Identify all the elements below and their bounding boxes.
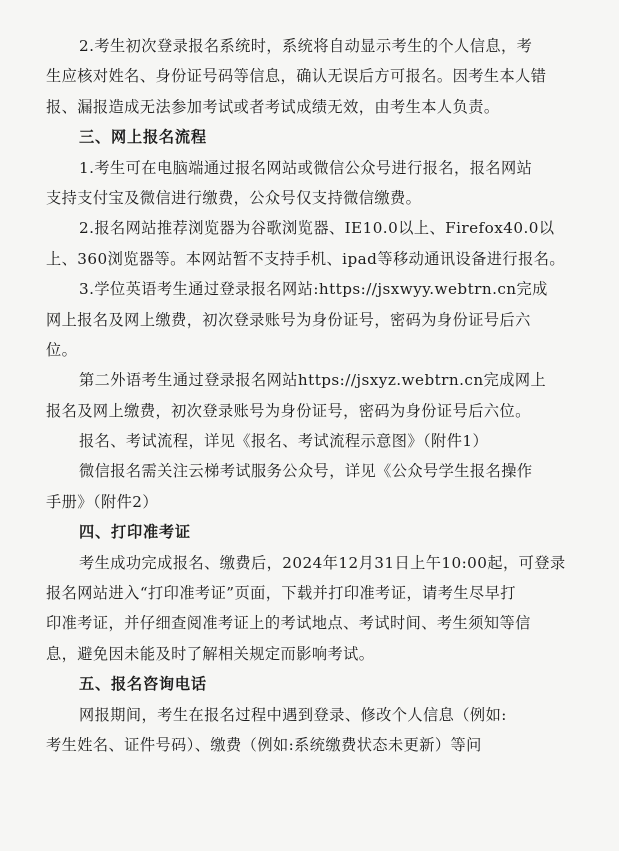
paragraph-line: 2.考生初次登录报名系统时，系统将自动显示考生的个人信息，考 <box>79 37 533 55</box>
section-heading: 五、报名咨询电话 <box>79 675 207 694</box>
section-heading: 四、打印准考证 <box>79 523 191 542</box>
paragraph-line: 位。 <box>46 340 78 359</box>
paragraph-line: 网上报名及网上缴费，初次登录账号为身份证号，密码为身份证号后六 <box>46 310 531 329</box>
paragraph-line: 报名、考试流程，详见《报名、考试流程示意图》（附件1） <box>79 432 489 451</box>
paragraph-line: 第二外语考生通过登录报名网站https://jsxyz.webtrn.cn完成网上 <box>79 371 547 390</box>
paragraph-line: 考生姓名、证件号码）、缴费（例如:系统缴费状态未更新）等问 <box>46 735 482 754</box>
paragraph-line: 印准考证，并仔细查阅准考证上的考试地点、考试时间、考生须知等信 <box>46 614 531 633</box>
paragraph-line: 3.学位英语考生通过登录报名网站:https://jsxwyy.webtrn.cn完成 <box>79 280 548 299</box>
paragraph-line: 2.报名网站推荐浏览器为谷歌浏览器、IE10.0以上、Firefox40.0以 <box>79 219 555 238</box>
paragraph-line: 报名网站进入“打印准考证”页面，下载并打印准考证，请考生尽早打 <box>46 584 516 603</box>
paragraph-line: 报名及网上缴费，初次登录账号为身份证号，密码为身份证号后六位。 <box>46 401 531 420</box>
paragraph-line: 支持支付宝及微信进行缴费，公众号仅支持微信缴费。 <box>46 188 422 207</box>
paragraph-line: 生应核对姓名、身份证号码等信息，确认无误后方可报名。因考生本人错 <box>46 67 547 86</box>
paragraph-line: 手册》（附件2） <box>46 492 158 511</box>
paragraph-line: 微信报名需关注云梯考试服务公众号，详见《公众号学生报名操作 <box>79 462 533 481</box>
paragraph-line: 考生成功完成报名、缴费后，2024年12月31日上午10:00起，可登录 <box>79 553 566 572</box>
paragraph-line: 1.考生可在电脑端通过报名网站或微信公众号进行报名，报名网站 <box>79 158 533 177</box>
paragraph-line: 网报期间，考生在报名过程中遇到登录、修改个人信息（例如: <box>79 705 507 724</box>
paragraph-line: 报、漏报造成无法参加考试或者考试成绩无效，由考生本人负责。 <box>46 97 500 116</box>
paragraph-line: 上、360浏览器等。本网站暂不支持手机、ipad等移动通讯设备进行报名。 <box>46 249 565 268</box>
paragraph-line: 息，避免因未能及时了解相关规定而影响考试。 <box>46 644 375 663</box>
section-heading: 三、网上报名流程 <box>79 128 207 147</box>
